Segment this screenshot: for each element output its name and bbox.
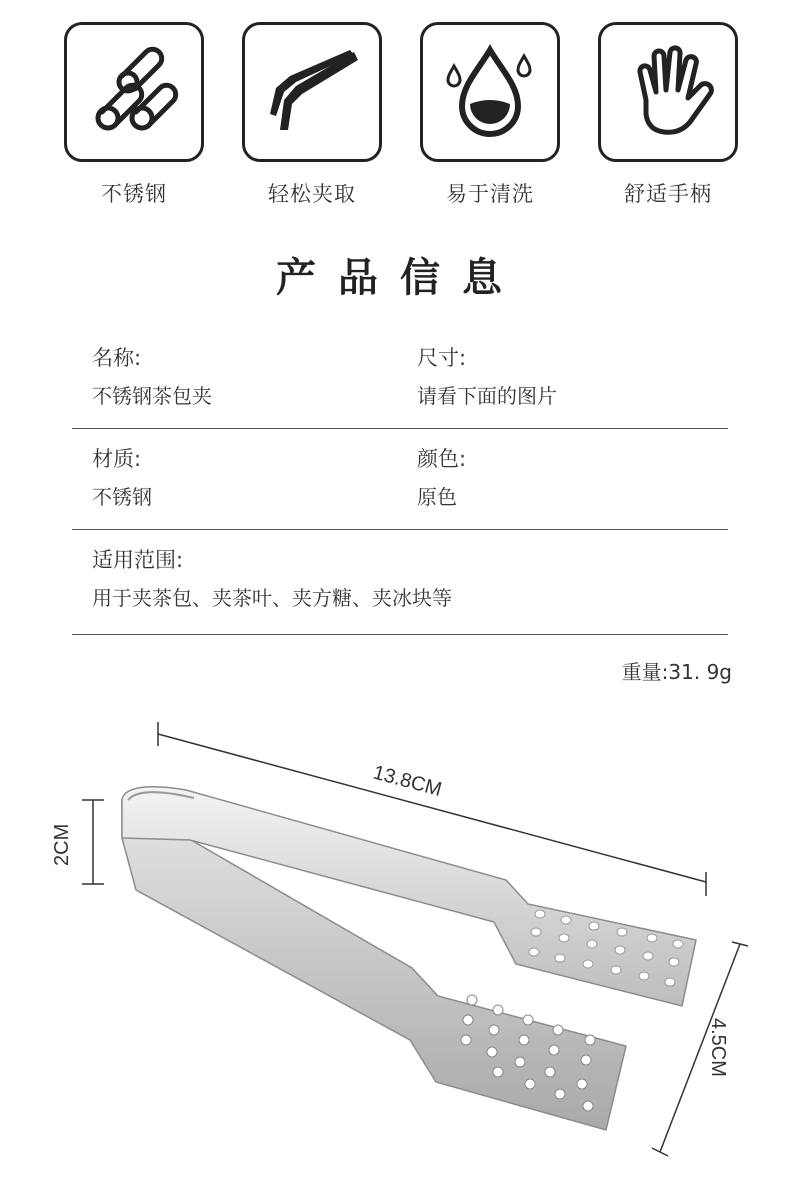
hand-icon: [598, 22, 738, 162]
info-cell-color: [417, 443, 466, 510]
info-cell-name: [92, 342, 212, 409]
info-row-name-size: [72, 328, 728, 429]
water-drop-icon: [420, 22, 560, 162]
info-row-usage: [72, 530, 728, 635]
info-cell-size: [417, 342, 557, 409]
product-info-table: [72, 328, 728, 635]
feature-comfort-handle: [596, 22, 740, 208]
tongs-icon: [242, 22, 382, 162]
feature-label: 舒适手柄: [624, 182, 712, 206]
product-image: [0, 700, 800, 1191]
info-row-material-color: [72, 429, 728, 530]
feature-label: 轻松夹取: [268, 182, 356, 206]
info-key: 尺寸:: [417, 346, 467, 370]
info-value: 不锈钢茶包夹: [92, 384, 212, 408]
info-cell-material: [92, 443, 152, 510]
width-label: 2CM: [51, 823, 73, 866]
tip-label: 4.5CM: [707, 1018, 729, 1077]
info-value: 不锈钢: [92, 485, 152, 509]
steel-rods-icon: [64, 22, 204, 162]
info-key: 材质:: [92, 447, 142, 471]
info-key: 适用范围:: [92, 548, 184, 572]
feature-label: 不锈钢: [101, 182, 167, 206]
feature-easy-clean: [418, 22, 562, 208]
info-cell-usage: [92, 544, 452, 611]
info-value: 用于夹茶包、夹茶叶、夹方糖、夹冰块等: [92, 586, 452, 610]
length-label: 13.8CM: [370, 761, 445, 801]
info-key: 名称:: [92, 346, 142, 370]
width-dimension: [82, 800, 104, 884]
feature-easy-grip: [240, 22, 384, 208]
section-title: 产品信息: [276, 255, 524, 301]
feature-label: 易于清洗: [446, 182, 534, 206]
feature-stainless-steel: [62, 22, 206, 208]
weight-label: 重量:31. 9g: [621, 660, 732, 684]
info-value: 请看下面的图片: [417, 384, 557, 408]
feature-list: [0, 22, 800, 222]
info-value: 原色: [417, 485, 457, 509]
info-key: 颜色:: [417, 447, 467, 471]
